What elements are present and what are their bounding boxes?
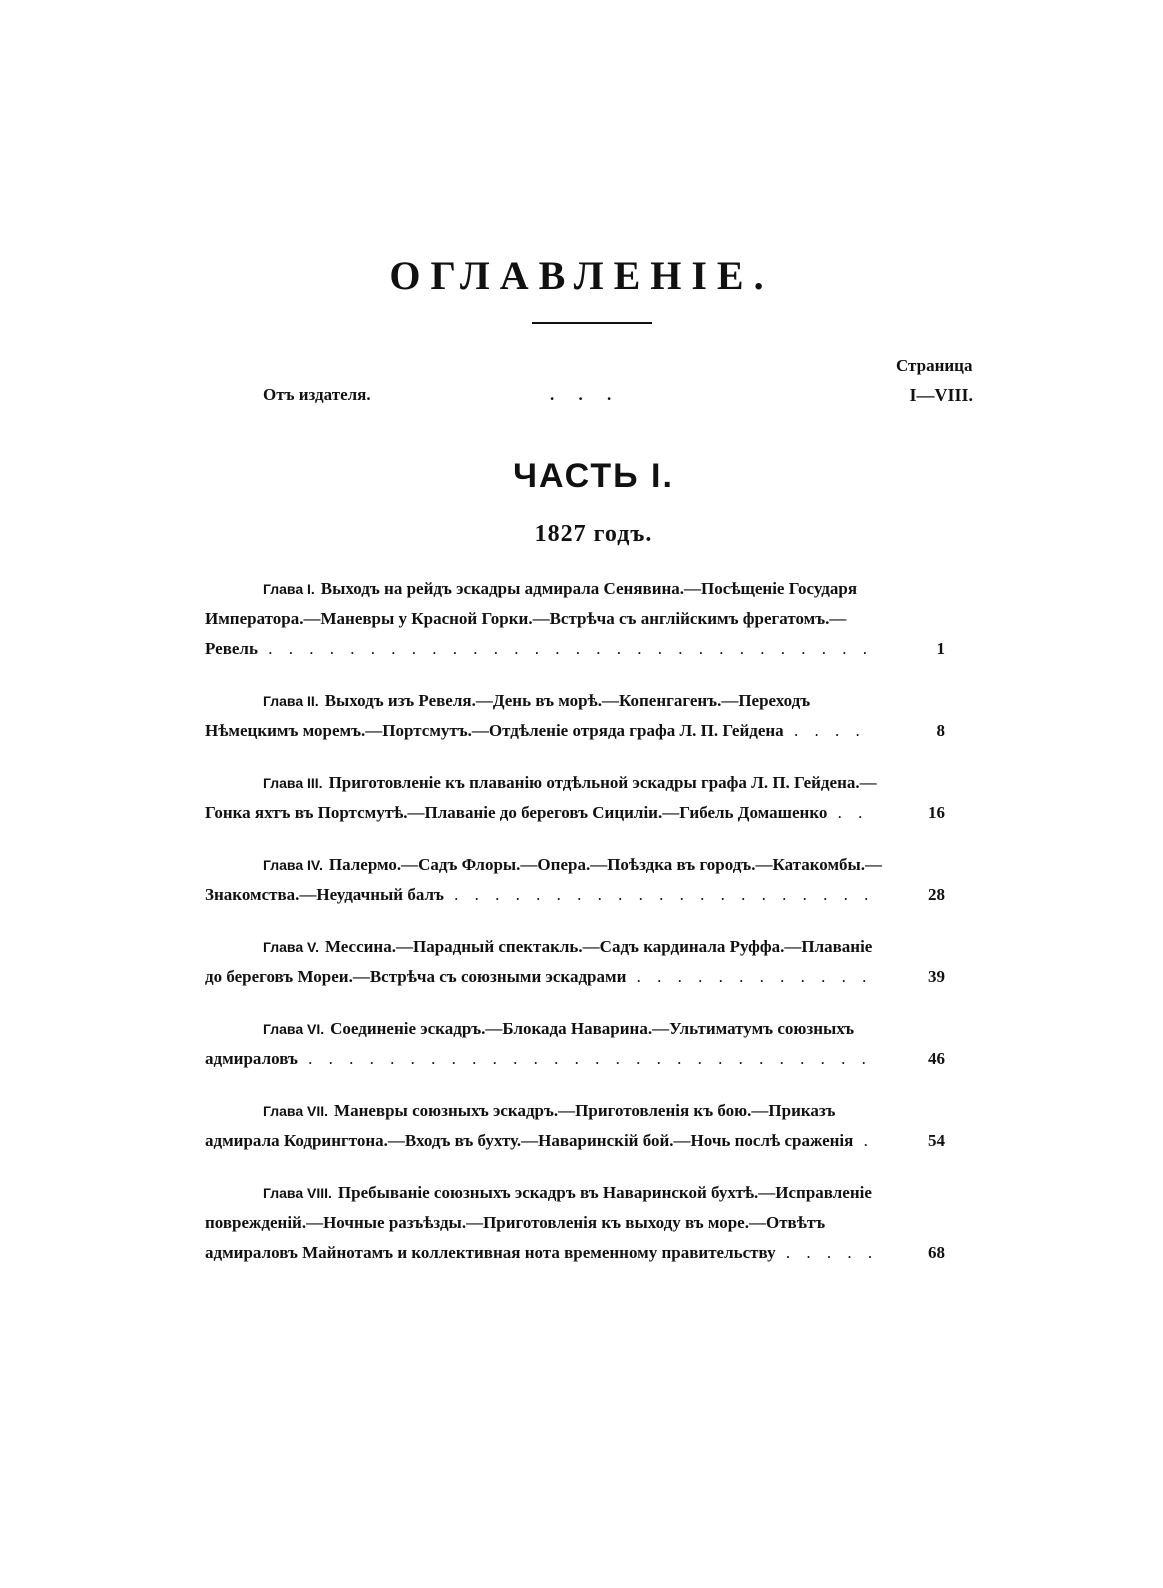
foreword-page-range: I—VIII. — [909, 385, 973, 405]
chapter-title: Палермо.—Садъ Флоры.—Опера.—Поѣздка въ городъ.—Катакомбы.—Знакомства.—Неудачный балъ — [205, 855, 883, 904]
chapter-title: Приготовленіе къ плаванію отдѣльной эскадры графа Л. П. Гейдена.—Гонка яхтъ въ Портсмутѣ.—Плаваніе до береговъ Сициліи.—Гибель Домашенко — [205, 773, 877, 822]
leader-dots: . — [863, 1131, 874, 1150]
chapter-description — [205, 1014, 885, 1074]
toc-entry-chapter-8 — [205, 1178, 945, 1268]
chapter-title: Маневры союзныхъ эскадръ.—Приготовленія къ бою.—Приказъ адмирала Кодрингтона.—Входъ въ бухту.—Наваринскій бой.—Ночь послѣ сраженія — [205, 1101, 854, 1150]
foreword-label: Отъ издателя. — [263, 385, 371, 404]
year-heading: 1827 годъ. — [534, 521, 653, 547]
chapter-title: Выходъ изъ Ревеля.—День въ морѣ.—Копенгагенъ.—Переходъ Нѣмецкимъ моремъ.—Портсмутъ.—Отдѣленіе отряда графа Л. П. Гейдена — [205, 691, 811, 740]
page-column-label: Страница — [896, 356, 973, 375]
chapter-label: Глава VII. — [263, 1103, 329, 1119]
chapter-page-number: 46 — [928, 1049, 945, 1068]
chapter-page-number: 28 — [928, 885, 945, 904]
toc-entry-chapter-2 — [205, 686, 945, 746]
toc-entry-chapter-1 — [205, 574, 945, 664]
chapter-label: Глава VIII. — [263, 1185, 332, 1201]
chapter-title: Мессина.—Парадный спектакль.—Садъ кардинала Руффа.—Плаваніе до береговъ Мореи.—Встрѣча съ союзными эскадрами — [205, 937, 873, 986]
chapter-page-number: 68 — [928, 1243, 945, 1262]
chapter-title: Выходъ на рейдъ эскадры адмирала Сенявина.—Посѣщеніе Государя Императора.—Маневры у Красной Горки.—Встрѣча съ англійскимъ фрегатомъ.—Ревель — [205, 579, 858, 658]
chapter-page-number: 39 — [928, 967, 945, 986]
chapter-description — [205, 686, 885, 746]
foreword-leader-dots: . . . — [550, 385, 622, 404]
title-divider — [532, 322, 652, 324]
foreword-entry — [263, 385, 973, 409]
chapter-page-number: 16 — [928, 803, 945, 822]
toc-entry-chapter-7 — [205, 1096, 945, 1156]
leader-dots: . . — [837, 803, 869, 822]
chapter-description — [205, 850, 885, 910]
chapter-label: Глава IV. — [263, 857, 323, 873]
part-heading: ЧАСТЬ I. — [513, 457, 674, 495]
leader-dots: . . . . . . . . . . . . — [636, 967, 873, 986]
toc-entry-chapter-4 — [205, 850, 945, 910]
chapter-description — [205, 1178, 885, 1268]
chapter-page-number: 8 — [936, 721, 945, 740]
toc-entry-chapter-6 — [205, 1014, 945, 1074]
chapter-description — [205, 768, 885, 828]
chapter-page-number: 54 — [928, 1131, 945, 1150]
chapter-description — [205, 932, 885, 992]
leader-dots: . . . . . — [785, 1243, 879, 1262]
chapter-label: Глава III. — [263, 775, 323, 791]
chapter-description — [205, 574, 885, 664]
toc-entry-chapter-5 — [205, 932, 945, 992]
leader-dots: . . . . . . . . . . . . . . . . . . . . . . . . . . . . . . — [268, 639, 873, 658]
chapter-page-number: 1 — [936, 639, 945, 658]
leader-dots: . . . . . . . . . . . . . . . . . . . . . — [454, 885, 875, 904]
leader-dots: . . . . — [793, 721, 866, 740]
table-of-contents — [205, 574, 945, 1290]
page-title: ОГЛАВЛЕНІЕ. — [389, 253, 774, 298]
chapter-title: Пребываніе союзныхъ эскадръ въ Наваринской бухтѣ.—Исправленіе поврежденій.—Ночные разъѣзды.—Приготовленія къ выходу въ море.—Отвѣтъ адмираловъ Майнотамъ и коллективная нота временному правительству — [205, 1183, 872, 1262]
toc-entry-chapter-3 — [205, 768, 945, 828]
chapter-label: Глава VI. — [263, 1021, 325, 1037]
leader-dots: . . . . . . . . . . . . . . . . . . . . . . . . . . . . — [308, 1049, 872, 1068]
chapter-description — [205, 1096, 885, 1156]
chapter-label: Глава II. — [263, 693, 319, 709]
chapter-title: Соединеніе эскадръ.—Блокада Наварина.—Ультиматумъ союзныхъ адмираловъ — [205, 1019, 855, 1068]
chapter-label: Глава I. — [263, 581, 315, 597]
chapter-label: Глава V. — [263, 939, 319, 955]
